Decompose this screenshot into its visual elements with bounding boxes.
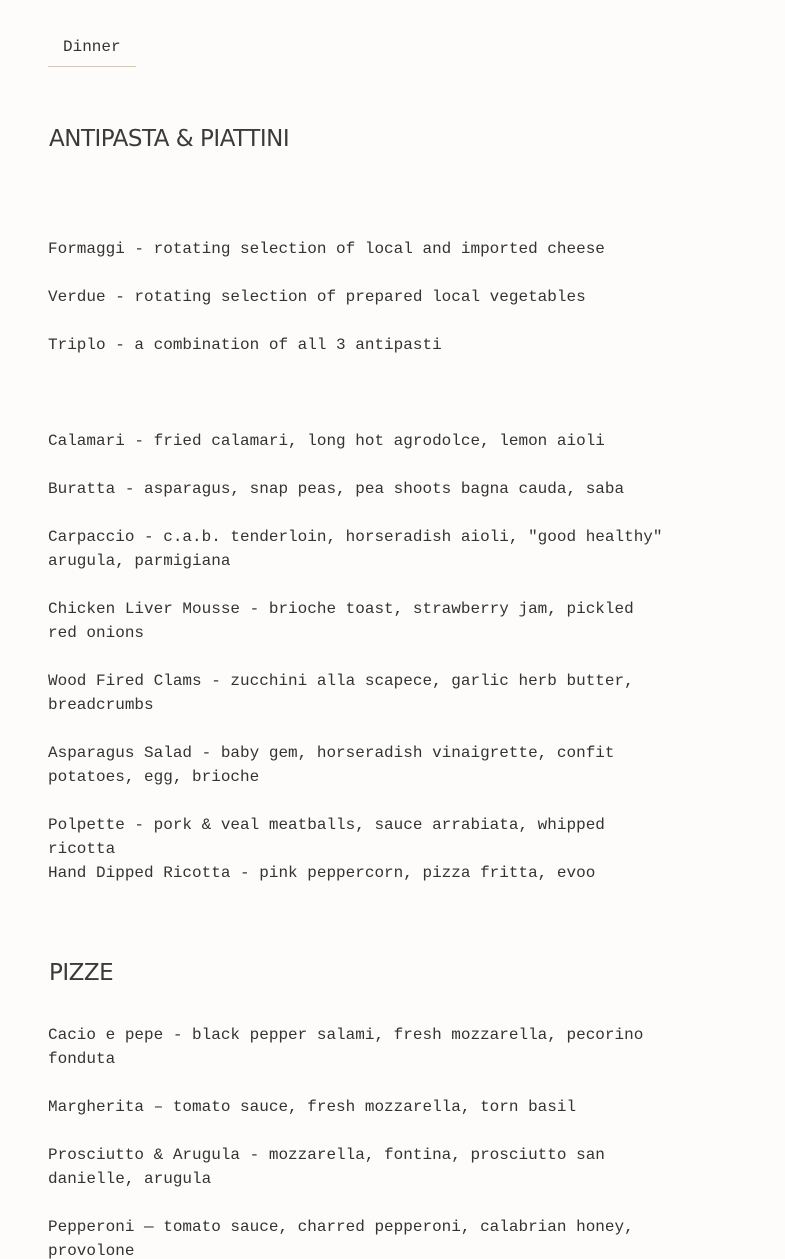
menu-item: Polpette - pork & veal meatballs, sauce arrabiata, whipped ricotta [48, 816, 605, 858]
section-title-antipasta: ANTIPASTA & PIATTINI [49, 126, 290, 152]
menu-item: Verdue - rotating selection of prepared local vegetables [48, 288, 586, 306]
menu-item: Hand Dipped Ricotta - pink peppercorn, pizza fritta, evoo [48, 864, 596, 882]
menu-item: Buratta - asparagus, snap peas, pea shoots bagna cauda, saba [48, 480, 625, 498]
menu-item: Formaggi - rotating selection of local and imported cheese [48, 240, 605, 258]
menu-item: Asparagus Salad - baby gem, horseradish vinaigrette, confit potatoes, egg, brioche [48, 744, 615, 786]
menu-item: Pepperoni — tomato sauce, charred pepperoni, calabrian honey, provolone [48, 1218, 634, 1259]
menu-item: Calamari - fried calamari, long hot agrodolce, lemon aioli [48, 432, 605, 450]
menu-item: Margherita – tomato sauce, fresh mozzarella, torn basil [48, 1098, 577, 1116]
menu-item: Chicken Liver Mousse - brioche toast, strawberry jam, pickled red onions [48, 600, 634, 642]
tab-dinner[interactable]: Dinner [48, 30, 136, 67]
menu-item: Wood Fired Clams - zucchini alla scapece, garlic herb butter, breadcrumbs [48, 672, 634, 714]
menu-item: Cacio e pepe - black pepper salami, fresh mozzarella, pecorino fonduta [48, 1026, 644, 1068]
menu-tab-bar [48, 30, 136, 67]
menu-item: Triplo - a combination of all 3 antipasti [48, 336, 442, 354]
menu-item: Carpaccio - c.a.b. tenderloin, horseradish aioli, "good healthy" arugula, parmigiana [48, 528, 663, 570]
menu-item: Prosciutto & Arugula - mozzarella, fontina, prosciutto san danielle, arugula [48, 1146, 605, 1188]
section-title-pizze: PIZZE [49, 960, 114, 986]
